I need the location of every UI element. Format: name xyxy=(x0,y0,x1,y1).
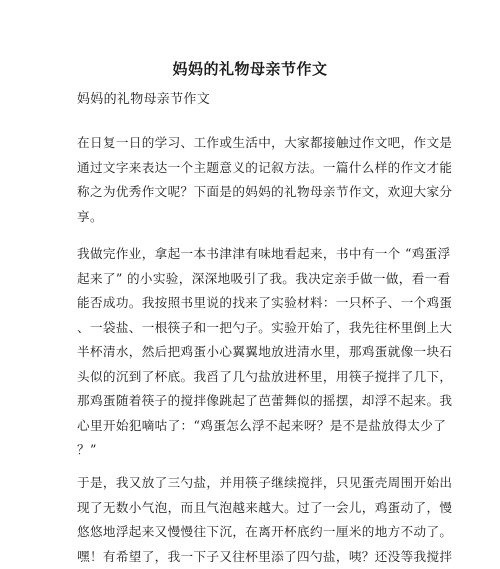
document-title: 妈妈的礼物母亲节作文 xyxy=(0,58,500,79)
paragraph-line: 半杯清水，然后把鸡蛋小心翼翼地放进清水里，那鸡蛋就像一块石 xyxy=(77,340,427,365)
paragraph-continuation xyxy=(77,471,427,569)
paragraph-line: 享。 xyxy=(77,205,427,230)
paragraph-experiment xyxy=(77,242,427,463)
paragraph-line: 起来了” 的小实验，深深地吸引了我。我决定亲手做一做，看一看 xyxy=(77,267,427,292)
paragraph-line: 能否成功。我按照书里说的找来了实验材料：一只杯子、一个鸡蛋 xyxy=(77,291,427,316)
paragraph-line: 我做完作业，拿起一本书津津有味地看起来，书中有一个 “鸡蛋浮 xyxy=(77,242,427,267)
paragraph-line: 、一袋盐、一根筷子和一把勺子。实验开始了，我先往杯里倒上大 xyxy=(77,316,427,341)
paragraph-line: 嘿！有希望了，我一下子又往杯里添了四勺盐，咦？还没等我搅拌 xyxy=(77,545,427,569)
paragraph-line: 在日复一日的学习、工作或生活中，大家都接触过作文吧，作文是 xyxy=(77,131,427,156)
paragraph-intro xyxy=(77,131,427,229)
paragraph-line: 那鸡蛋随着筷子的搅拌像跳起了芭蕾舞似的摇摆，却浮不起来。我 xyxy=(77,389,427,414)
document-subtitle: 妈妈的礼物母亲节作文 xyxy=(77,88,210,107)
paragraph-line: 心里开始犯嘀咕了：“鸡蛋怎么浮不起来呀？是不是盐放得太少了 xyxy=(77,414,427,439)
paragraph-line: 称之为优秀作文呢？下面是的妈妈的礼物母亲节作文，欢迎大家分 xyxy=(77,180,427,205)
paragraph-line: ？” xyxy=(77,438,427,463)
paragraph-line: 悠悠地浮起来又慢慢往下沉，在离开杯底约一厘米的地方不动了。 xyxy=(77,520,427,545)
paragraph-line: 于是，我又放了三勺盐，并用筷子继续搅拌，只见蛋壳周围开始出 xyxy=(77,471,427,496)
paragraph-line: 通过文字来表达一个主题意义的记叙方法。一篇什么样的作文才能 xyxy=(77,156,427,181)
paragraph-line: 现了无数小气泡，而且气泡越来越大。过了一会儿，鸡蛋动了，慢 xyxy=(77,496,427,521)
paragraph-line: 头似的沉到了杯底。我舀了几勺盐放进杯里，用筷子搅拌了几下， xyxy=(77,365,427,390)
